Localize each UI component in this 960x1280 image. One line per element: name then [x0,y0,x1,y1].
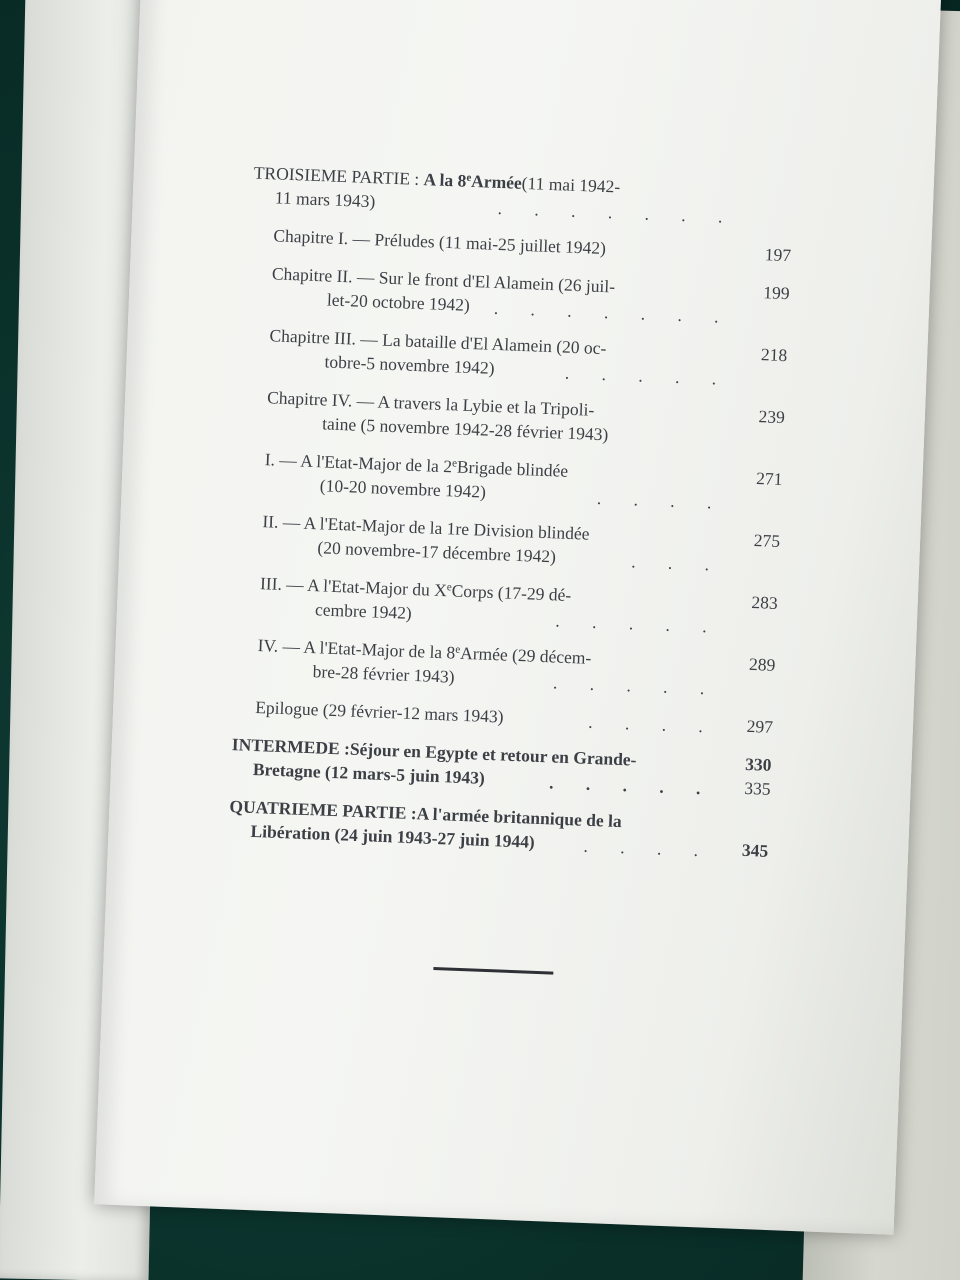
part3-title-b: Armée [470,170,523,193]
section-3-title-a: III. — A l'Etat-Major du X [259,573,448,601]
chapter-4-page: 239 [758,406,786,428]
part4-title: A l'armée britannique de la [416,803,623,832]
leader-dots: . . . . . [548,771,715,799]
part3-title-a: A la 8 [423,169,467,191]
part3-title-sup: e [466,171,472,184]
chapter-1-page: 197 [764,244,792,266]
section-1-sup: e [451,457,458,470]
chapter-4-title: Chapitre IV. — A travers la Lybie et la Tripoli- [266,387,595,420]
part4-page: 345 [741,839,769,861]
chapter-3-title-cont: tobre-5 novembre 1942) [324,351,495,378]
leader-dots: . . . . . [555,609,722,637]
part3-dates-a: (11 mai 1942- [521,172,621,197]
chapter-2-title: Chapitre II. — Sur le front d'El Alamein (26 juil- [271,263,616,297]
chapter-2-title-cont: let-20 octobre 1942) [326,289,471,315]
epilogue-title: Epilogue (29 février-12 mars 1943) [254,697,504,727]
chapter-3-page: 218 [760,344,788,366]
toc-chapter-1 [251,227,792,272]
section-4-title-a: IV. — A l'Etat-Major de la 8 [257,635,456,663]
toc-section-1 [241,450,782,519]
leader-dots: . . . . [596,487,726,513]
intermede-title-cont: Bretagne (12 mars-5 juin 1943) [252,758,486,788]
part4-label: QUATRIEME PARTIE : [229,796,418,824]
leader-dots: . . . . . [552,671,719,699]
toc-section-2 [239,512,780,581]
section-3-title-b: Corps (17-29 dé- [451,580,572,606]
epilogue-page: 297 [746,715,774,737]
part3-label: TROISIEME PARTIE : [253,162,420,189]
section-1-title-cont: (10-20 novembre 1942) [319,475,487,502]
section-2-title-a: II. — A l'Etat-Major de la 1re Division blindée [262,511,590,544]
section-2-title-cont: (20 novembre-17 décembre 1942) [317,537,557,567]
section-1-page: 271 [755,468,783,490]
section-1-title-a: I. — A l'Etat-Major de la 2 [264,449,453,477]
section-1-title-b: Brigade blindée [456,456,569,481]
part3-dates-b: 11 mars 1943) [274,187,376,212]
toc-intermede [230,736,771,805]
leader-dots: . . . . [583,835,713,861]
toc-section-4 [234,636,775,705]
section-3-page: 283 [751,591,779,613]
section-3-sup: e [446,581,453,594]
section-4-page: 289 [748,653,776,675]
toc-epilogue [233,698,774,743]
toc-section-3 [237,574,778,643]
leader-dots: . . . . . [564,362,731,389]
part4-title-cont: Libération (24 juin 1943-27 juin 1944) [250,820,536,852]
toc-part3 [252,162,793,234]
chapter-1-title: Chapitre I. — Préludes (11 mai-25 juillet 1942) [273,225,607,259]
chapter-4-title-cont: taine (5 novembre 1942-28 février 1943) [321,413,609,445]
book-page [94,0,942,1235]
toc-chapter-3 [246,326,787,395]
section-3-title-cont: cembre 1942) [314,599,413,623]
intermede-title: Séjour en Egypte et retour en Grande- [349,738,637,770]
section-4-title-b: Armée (29 décem- [459,642,592,668]
end-rule [433,967,553,975]
toc-chapter-4 [244,388,785,457]
toc-part4 [228,798,769,867]
table-of-contents [227,162,793,881]
chapter-2-page: 199 [762,282,790,304]
section-2-page: 275 [753,530,781,552]
leader-dots: . . . . . . . [493,297,734,327]
section-4-sup: e [455,643,461,656]
leader-dots: . . . . . . . [497,197,737,227]
intermede-page-2: 335 [743,777,771,799]
leader-dots: . . . [630,550,724,575]
intermede-label: INTERMEDE : [231,734,351,759]
toc-chapter-2 [248,264,789,333]
leader-dots: . . . . [588,711,718,737]
chapter-3-title: Chapitre III. — La bataille d'El Alamein (20 oc- [269,325,607,359]
intermede-page: 330 [744,753,772,775]
section-4-title-cont: bre-28 février 1943) [312,661,455,687]
